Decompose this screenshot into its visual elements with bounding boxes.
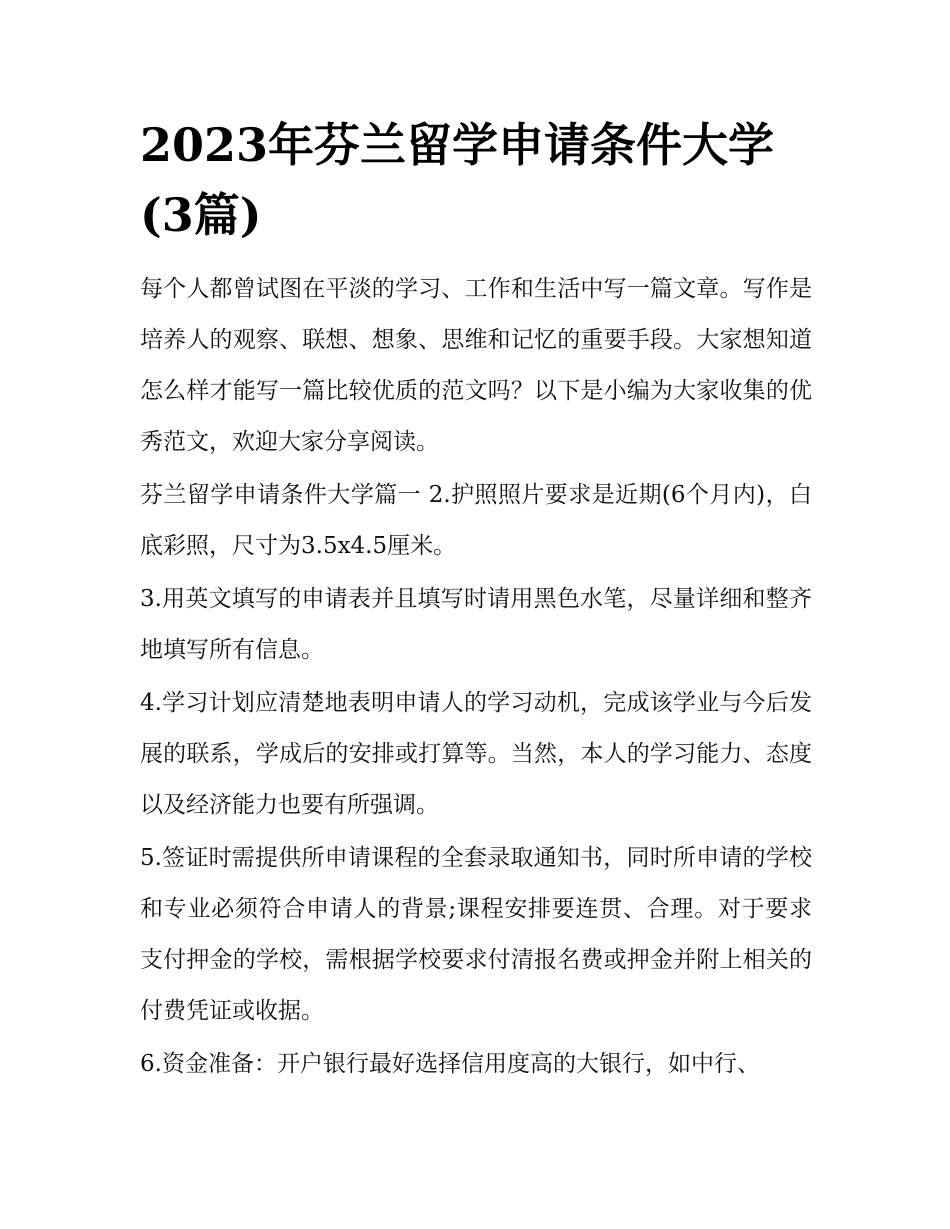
intro-paragraph: 每个人都曾试图在平淡的学习、工作和生活中写一篇文章。写作是培养人的观察、联想、想象、思维和记忆的重要手段。大家想知道怎么样才能写一篇比较优质的范文吗？以下是小编为大家收集的优秀范文，欢迎大家分享阅读。 (140, 276, 812, 455)
paragraph-application-form: 3.用英文填写的申请表并且填写时请用黑色水笔，尽量详细和整齐地填写所有信息。 (140, 586, 812, 663)
paragraph-study-plan: 4.学习计划应清楚地表明申请人的学习动机，完成该学业与今后发展的联系，学成后的安排或打算等。当然，本人的学习能力、态度以及经济能力也要有所强调。 (140, 690, 812, 818)
paragraph-photo-requirement: 芬兰留学申请条件大学篇一 2.护照照片要求是近期(6个月内)，白底彩照，尺寸为3.5x4.5厘米。 (140, 482, 812, 559)
paragraph-funds: 6.资金准备：开户银行最好选择信用度高的大银行，如中行、 (140, 1051, 760, 1077)
paragraph-admission-letter: 5.签证时需提供所申请课程的全套录取通知书，同时所申请的学校和专业必须符合申请人的背景;课程安排要连贯、合理。对于要求支付押金的学校，需根据学校要求付清报名费或押金并附上相关的付费凭证或收据。 (140, 845, 812, 1024)
document-title: 2023年芬兰留学申请条件大学(3篇) (140, 118, 775, 242)
